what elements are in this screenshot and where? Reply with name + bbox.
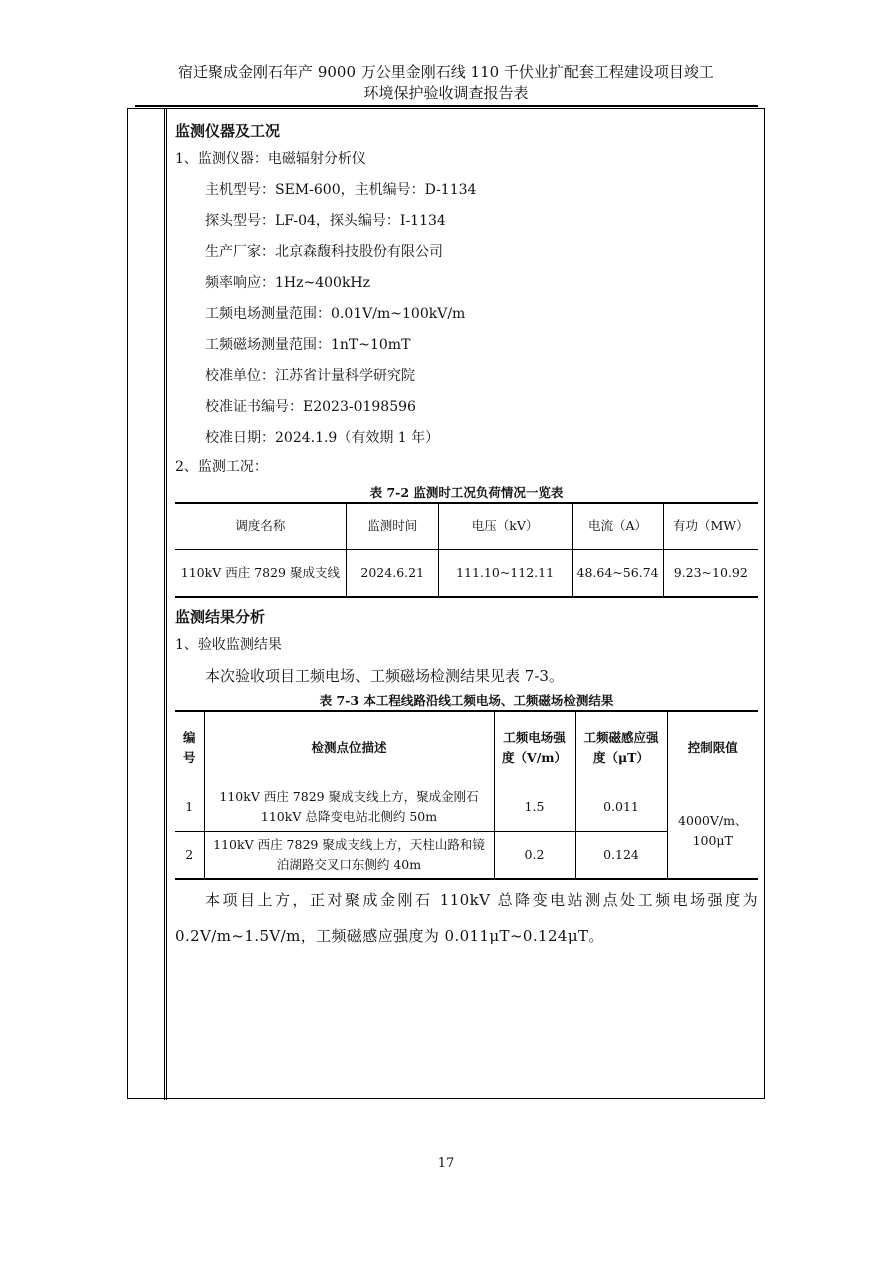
- table-header-cell: 工频电场强度（V/m）: [494, 711, 575, 783]
- page-number: 17: [437, 1156, 455, 1171]
- instrument-line: 主机型号：SEM-600，主机编号：D-1134: [205, 182, 477, 198]
- results-table: [175, 710, 758, 880]
- results-heading: 1、验收监测结果: [175, 637, 282, 653]
- table-cell-b: 0.124: [575, 831, 667, 879]
- table-cell-e: 0.2: [494, 831, 575, 879]
- instrument-details: [175, 175, 758, 454]
- conclusion-paragraph: 本项目上方，正对聚成金刚石 110kV 总降变电站测点处工频电场强度为 0.2V/m~1.5V/m，工频磁感应强度为 0.011μT~0.124μT。: [175, 891, 758, 945]
- instrument-line: 校准证书编号：E2023-0198596: [205, 399, 416, 415]
- instrument-line: 工频电场测量范围：0.01V/m~100kV/m: [205, 306, 466, 322]
- instrument-heading: 1、监测仪器：电磁辐射分析仪: [175, 151, 366, 167]
- header-title-line1: 宿迁聚成金刚石年产 9000 万公里金刚石线 110 千伏业扩配套工程建设项目竣工: [178, 63, 714, 81]
- instrument-line: 探头型号：LF-04，探头编号：I-1134: [205, 213, 446, 229]
- table73-caption: 表 7-3 本工程线路沿线工频电场、工频磁场检测结果: [319, 693, 614, 708]
- table-cell-no: 1: [175, 783, 204, 831]
- table-cell: 2024.6.21: [346, 549, 438, 597]
- conditions-heading: 2、监测工况：: [175, 459, 268, 475]
- table-cell-desc: 110kV 西庄 7829 聚成支线上方，天柱山路和镜泊湖路交叉口东侧约 40m: [204, 831, 494, 879]
- header-title-line2: 环境保护验收调查报告表: [363, 84, 529, 102]
- table-cell-limit: 4000V/m、100μT: [667, 783, 758, 879]
- table-cell-b: 0.011: [575, 783, 667, 831]
- instrument-line: 工频磁场测量范围：1nT~10mT: [205, 337, 411, 353]
- instrument-line: 生产厂家：北京森馥科技股份有限公司: [205, 244, 443, 260]
- document-header: [135, 62, 757, 104]
- results-intro: 本次验收项目工频电场、工频磁场检测结果见表 7-3。: [205, 667, 564, 685]
- table-header-cell: 电流（A）: [572, 503, 663, 549]
- table-cell: 48.64~56.74: [572, 549, 663, 597]
- section-title-instruments: 监测仪器及工况: [175, 122, 281, 140]
- table-header-cell: 有功（MW）: [663, 503, 758, 549]
- table-header-cell: 检测点位描述: [204, 711, 494, 783]
- table-header-cell: 监测时间: [346, 503, 438, 549]
- table-cell: 111.10~112.11: [438, 549, 572, 597]
- table-header-row: [175, 711, 758, 783]
- section-title-results: 监测结果分析: [175, 608, 266, 626]
- table-cell: 110kV 西庄 7829 聚成支线: [175, 549, 346, 597]
- table-cell: 9.23~10.92: [663, 549, 758, 597]
- report-content: [175, 118, 758, 954]
- table-cell-desc: 110kV 西庄 7829 聚成支线上方，聚成金刚石 110kV 总降变电站北侧约 50m: [204, 783, 494, 831]
- table-header-cell: 编号: [175, 711, 204, 783]
- frame-left-column: [164, 108, 167, 1100]
- instrument-line: 校准单位：江苏省计量科学研究院: [205, 368, 415, 384]
- table-header-cell: 控制限值: [667, 711, 758, 783]
- table-cell-e: 1.5: [494, 783, 575, 831]
- load-conditions-table: [175, 502, 758, 598]
- table72-caption: 表 7-2 监测时工况负荷情况一览表: [369, 485, 564, 500]
- table-header-row: [175, 503, 758, 549]
- table-row: [175, 549, 758, 597]
- header-rule: [135, 105, 758, 107]
- table-header-cell: 工频磁感应强度（μT）: [575, 711, 667, 783]
- table-row: [175, 783, 758, 831]
- table-cell-no: 2: [175, 831, 204, 879]
- instrument-line: 频率响应：1Hz~400kHz: [205, 275, 371, 291]
- table-header-cell: 调度名称: [175, 503, 346, 549]
- table-header-cell: 电压（kV）: [438, 503, 572, 549]
- instrument-line: 校准日期：2024.1.9（有效期 1 年）: [205, 430, 440, 446]
